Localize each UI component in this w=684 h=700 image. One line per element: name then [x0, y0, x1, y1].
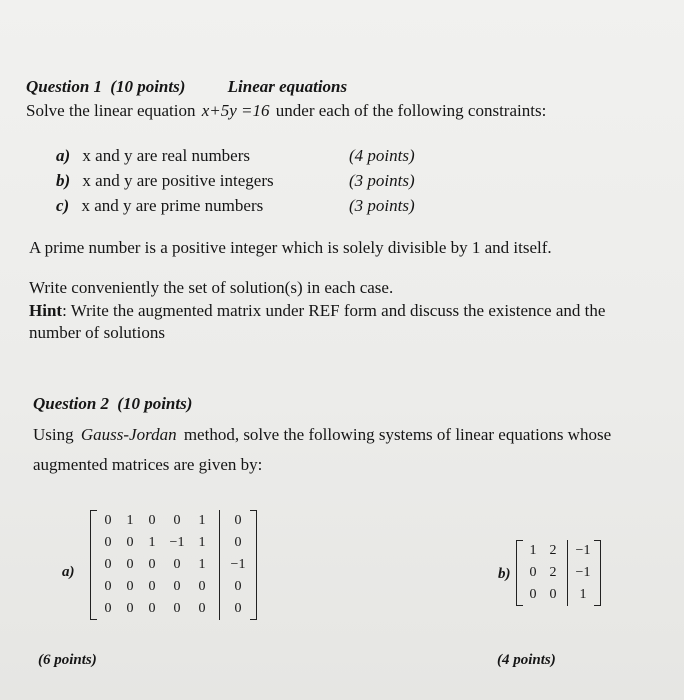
matrix-a-coef-cell: 0 [173, 601, 181, 616]
matrix-b-right-bracket [594, 540, 601, 606]
q1-topic: Linear equations [227, 77, 348, 96]
matrix-b-left-bracket [516, 540, 523, 606]
matrix-a [90, 510, 257, 620]
matrix-a-coef-cell: 0 [126, 601, 134, 616]
q2-line-2: augmented matrices are given by: [33, 455, 263, 474]
q1-item-a-points: (4 points) [349, 146, 415, 165]
matrix-a-points: (6 points) [38, 652, 97, 668]
hint-label: Hint [29, 301, 63, 320]
matrix-a-right-bracket [250, 510, 257, 620]
q2-line-1: Using Gauss-Jordan method, solve the following systems of linear equations whose [33, 425, 612, 444]
matrix-a-coef-cell: 0 [198, 601, 206, 616]
matrix-b-coefficients [523, 540, 563, 606]
matrix-b [516, 540, 601, 606]
q2-method: Gauss-Jordan [80, 425, 177, 444]
matrix-a-coef-cell: 0 [173, 513, 181, 528]
q1-points: (10 points) [110, 77, 186, 96]
matrix-b-coef-cell: 0 [529, 565, 537, 580]
matrix-a-coef-cell: 0 [104, 557, 112, 572]
matrix-a-coef-cell: 0 [104, 601, 112, 616]
matrix-b-rhs [572, 540, 594, 606]
matrix-a-coef-cell: 1 [126, 513, 134, 528]
matrix-b-coef-cell: 2 [549, 565, 557, 580]
matrix-b-coef-cell: 1 [529, 543, 537, 558]
q2-number: Question 2 [33, 394, 110, 413]
matrix-a-rhs-cell: 0 [234, 601, 242, 616]
matrix-b-coef-cell: 0 [529, 587, 537, 602]
matrix-b-rhs-cell: −1 [575, 543, 591, 558]
matrix-a-coef-cell: 0 [173, 579, 181, 594]
matrix-a-coef-cell: 1 [198, 557, 206, 572]
matrix-a-rhs [226, 510, 250, 620]
matrix-a-coef-cell: 0 [173, 557, 181, 572]
q1-hint: Hint: Write the augmented matrix under REF form and discuss the existence and the [29, 301, 606, 320]
q2-title [33, 394, 192, 414]
matrix-a-coef-cell: −1 [169, 535, 185, 550]
matrix-b-points: (4 points) [497, 652, 556, 668]
matrix-a-coef-cell: 0 [148, 557, 156, 572]
matrix-a-rhs-cell: 0 [234, 579, 242, 594]
q1-item-c-points: (3 points) [349, 196, 415, 215]
q1-equation: x+5y =16 [201, 101, 270, 120]
matrix-a-coef-cell: 0 [104, 513, 112, 528]
matrix-a-coefficients [97, 510, 213, 620]
q1-hint-continued: number of solutions [29, 323, 165, 342]
matrix-b-coef-cell: 0 [549, 587, 557, 602]
q1-instruction: Write conveniently the set of solution(s) in each case. [29, 278, 394, 297]
matrix-a-coef-cell: 0 [198, 579, 206, 594]
matrix-a-coef-cell: 0 [104, 579, 112, 594]
matrix-a-rhs-cell: −1 [230, 557, 246, 572]
matrix-a-coef-cell: 0 [104, 535, 112, 550]
q1-item-b-points: (3 points) [349, 171, 415, 190]
matrix-b-rhs-cell: −1 [575, 565, 591, 580]
matrix-a-rhs-cell: 0 [234, 535, 242, 550]
matrix-a-coef-cell: 0 [148, 601, 156, 616]
matrix-a-rhs-cell: 0 [234, 513, 242, 528]
q1-statement: Solve the linear equation x+5y =16 under each of the following constraints: [26, 101, 547, 120]
q1-prime-definition: A prime number is a positive integer which is solely divisible by 1 and itself. [29, 238, 552, 257]
matrix-a-coef-cell: 0 [148, 513, 156, 528]
matrix-a-coef-cell: 1 [198, 513, 206, 528]
matrix-b-label: b) [498, 566, 511, 582]
q1-item-b: b) x and y are positive integers [56, 171, 274, 190]
q1-item-c: c) x and y are prime numbers [56, 196, 264, 215]
matrix-a-coef-cell: 0 [148, 579, 156, 594]
q2-points: (10 points) [117, 394, 193, 413]
matrix-a-coef-cell: 1 [198, 535, 206, 550]
matrix-a-coef-cell: 0 [126, 557, 134, 572]
matrix-a-divider [219, 510, 220, 620]
q1-title [26, 77, 347, 97]
q1-number: Question 1 [26, 77, 103, 96]
matrix-b-rhs-cell: 1 [579, 587, 587, 602]
matrix-a-coef-cell: 0 [126, 535, 134, 550]
matrix-a-coef-cell: 0 [126, 579, 134, 594]
matrix-b-coef-cell: 2 [549, 543, 557, 558]
q1-item-a: a) x and y are real numbers [56, 146, 250, 165]
matrix-b-divider [567, 540, 568, 606]
matrix-a-coef-cell: 1 [148, 535, 156, 550]
matrix-a-label: a) [62, 564, 75, 580]
matrix-a-left-bracket [90, 510, 97, 620]
